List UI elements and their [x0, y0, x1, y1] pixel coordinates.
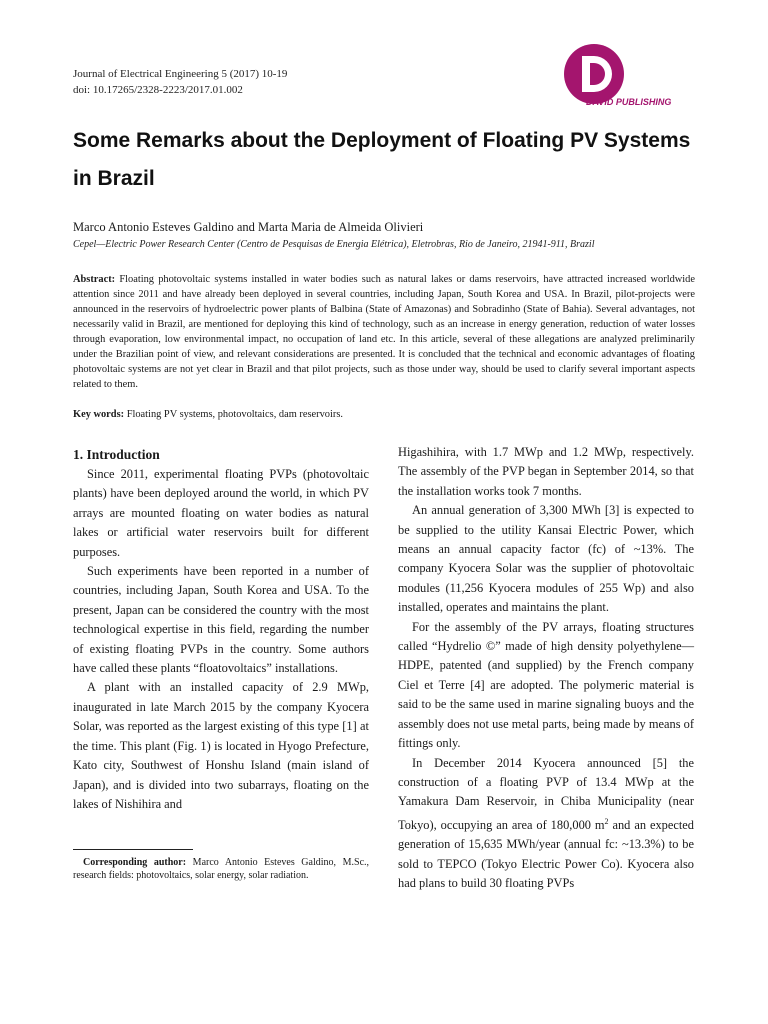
footnote-label: Corresponding author:: [83, 857, 187, 868]
abstract-text: Floating photovoltaic systems installed in water bodies such as natural lakes or dams reservoirs, have attracted increased worldwide attention since 2011 and have already been deployed in several countries, including Japan, South Korea and USA. In Brazil, pilot-projects were announced in the reservoirs of hydroelectric power plants of Balbina (State of Amazonas) and Sobradinho (State of Bahia). Several advantages, not necessarily valid in Brazil, are mentioned for deploying this kind of technology, such as an increase in energy generation, reduction of water losses through evaporation, low environmental impact, no occupation of land etc. In this article, several of these allegations are analyzed preliminarily under the Brazilian point of view, and relevant considerations are presented. It is concluded that the technical and economic advantages of floating photovoltaic systems are not yet clear in Brazil and that pilot projects, such as those under way, should be used to clarify several important aspects related to them.: [73, 274, 695, 390]
author-list: Marco Antonio Esteves Galdino and Marta Maria de Almeida Olivieri: [73, 220, 424, 234]
journal-header: [73, 66, 287, 98]
paragraph: For the assembly of the PV arrays, floating structures called “Hydrelio ©” made of high density polyethylene—HDPE, patented (and supplied) by the French company Ciel et Terre [4] are adopted. The polymeric material is said to be the same used in marine signaling buoys and the assembly does not use metal parts, being made by means of fittings only.: [398, 619, 694, 751]
logo-wordmark: DAVID PUBLISHING: [586, 97, 672, 107]
paragraph-continuation: Higashihira, with 1.7 MWp and 1.2 MWp, respectively. The assembly of the PVP began in September 2014, so that the installation works took 7 months.: [398, 445, 694, 498]
superscript: 2: [604, 816, 609, 826]
section-heading-introduction: 1. Introduction: [73, 447, 160, 462]
doi-link[interactable]: doi: 10.17265/2328-2223/2017.01.002: [73, 84, 243, 96]
keywords: [73, 407, 695, 422]
paragraph-text: In December 2014 Kyocera announced [5] the construction of a floating PVP of 13.4 MWp at the Yamakura Dam Reservoir, in Chiba Municipality (near Tokyo), occupying an area of 180,000 m: [398, 755, 694, 832]
keywords-label: Key words:: [73, 409, 125, 420]
paragraph: Since 2011, experimental floating PVPs (photovoltaic plants) have been deployed around the world, in which PV arrays are mounted floating on water bodies as natural lakes or artificial water reservoirs built for different purposes.: [73, 467, 369, 559]
footnote-text: Marco Antonio Esteves Galdino, M.Sc., research fields: photovoltaics, solar energy, solar radiation.: [73, 857, 370, 881]
keywords-text: Floating PV systems, photovoltaics, dam reservoirs.: [124, 409, 343, 420]
paragraph: Such experiments have been reported in a number of countries, including Japan, South Korea and USA. To the present, Japan can be considered the country with the most technological expertise in this field, regarding the number of existing floating PVPs in the country. Some authors have called these plants “floatovoltaics” installations.: [73, 564, 369, 676]
publisher-logo: [560, 44, 700, 118]
paragraph: A plant with an installed capacity of 2.9 MWp, inaugurated in late March 2015 by the company Kyocera Solar, was reported as the largest existing of this type [1] at the time. This plant (Fig. 1) is located in Hyogo Prefecture, Kato city, Southwest of Honshu Island (main island of Japan), and is divided into two subarrays, floating on the lakes of Nishihira and: [73, 680, 369, 811]
body-column-right: [398, 443, 694, 893]
corresponding-author-footnote: [73, 856, 369, 882]
body-column-left: [73, 445, 369, 814]
paragraph: [398, 754, 694, 894]
abstract: [73, 272, 695, 392]
journal-citation: Journal of Electrical Engineering 5 (2017) 10-19: [73, 68, 288, 80]
affiliation: Cepel—Electric Power Research Center (Centro de Pesquisas de Energia Elétrica), Eletrobras, Rio de Janeiro, 21941-911, Brazil: [73, 239, 595, 250]
paper-title: Some Remarks about the Deployment of Floating PV Systems in Brazil: [73, 129, 691, 190]
paragraph: An annual generation of 3,300 MWh [3] is expected to be supplied to the utility Kansai Electric Power, which means an annual capacity factor (fc) of ~13%. The company Kyocera Solar was the supplier of photovoltaic modules (11,256 Kyocera modules of 255 Wp) and also installed, operates and maintains the plant.: [398, 503, 694, 615]
footnote-divider: [73, 849, 193, 850]
paragraph-text: and an expected generation of 15,635 MWh/year (annual fc: ~13.3%) to be sold to TEPCO (Tokyo Electric Power Co). Kyocera also had plans to build 30 floating PVPs: [398, 817, 694, 891]
abstract-label: Abstract:: [73, 274, 116, 285]
